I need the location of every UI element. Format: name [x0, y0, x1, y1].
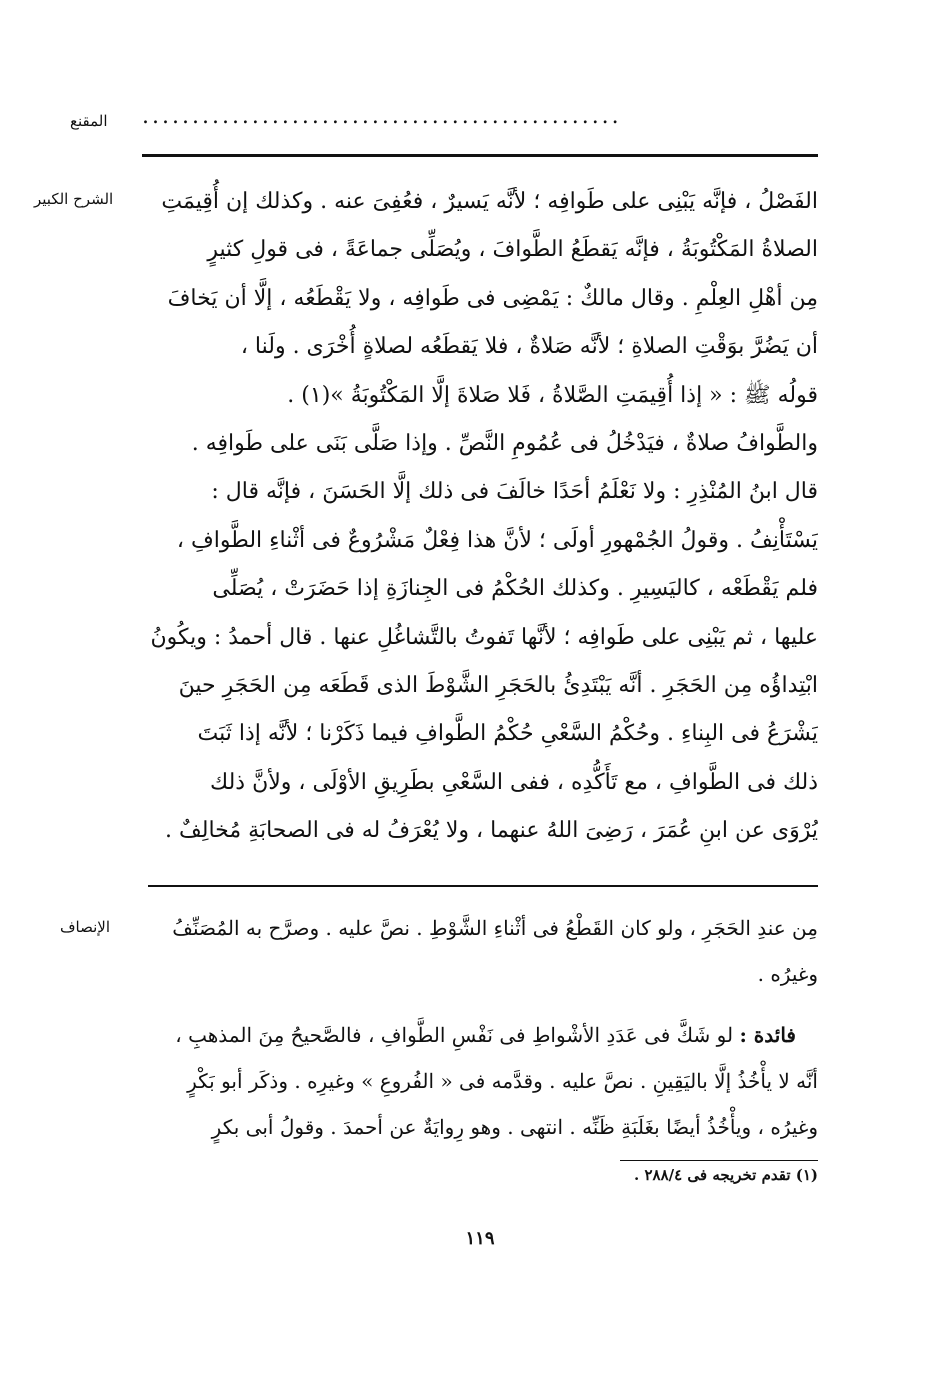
- insaf-line: وغيرُه .: [757, 962, 818, 986]
- footnote-rule: [620, 1160, 818, 1161]
- sharh-line: قولُه ﷺ : « إذا أُقِيمَتِ الصَّلاةُ ، فَلا صَلاةَ إلَّا المَكْتُوبَةُ »(١) .: [287, 382, 818, 408]
- footnote: (١) تقدم تخريجه فى ٢٨٨/٤ .: [634, 1166, 818, 1184]
- sharh-line: قال ابنُ المُنْذِرِ : ولا نَعْلَمُ أحَدًا خالَفَ فى ذلك إلَّا الحَسَنَ ، فإنَّه قال :: [211, 479, 818, 505]
- sharh-line: الفَصْلُ ، فإنَّه يَبْنِى على طَوافِه ؛ لأنَّه يَسيرٌ ، فعُفِىَ عنه . وكذلك إن أُقِيمَتِ: [161, 189, 818, 214]
- faida-line: أنَّه لا يأْخُذُ إلَّا باليَقِينِ . نصَّ عليه . وقدَّمه فى « الفُروعِ » وغيرِه . وذكَر أبو بَكْرٍ: [187, 1069, 818, 1093]
- sharh-line: يَسْتَأْنِفُ . وقولُ الجُمْهورِ أولَى ؛ لأنَّ هذا فِعْلٌ مَشْرُوعٌ فى أثْناءِ الطَّوافِ ،: [176, 527, 818, 553]
- margin-label-insaf: الإنصاف: [60, 918, 111, 936]
- sharh-line: يَشْرَعُ فى البِناءِ . وحُكْمُ السَّعْىِ حُكْمُ الطَّوافِ فيما ذَكَرْنا ؛ لأنَّه إذا ثَبَتَ: [197, 721, 818, 747]
- book-title: المقنع: [70, 112, 108, 130]
- sharh-line: أن يَضُرَّ بوَقْتِ الصلاةِ ؛ لأنَّه صَلاةٌ ، فلا يَقطَعُه لصلاةٍ أُخْرَى . ولَنا ،: [240, 334, 818, 360]
- margin-label-sharh: الشرح الكبير: [34, 190, 114, 208]
- sharh-line: فلم يَقْطَعْه ، كاليَسِيرِ . وكذلك الحُكْمُ فى الجِنازَةِ إذا حَضَرَتْ ، يُصَلِّى: [212, 576, 818, 602]
- sharh-text-block: [142, 178, 818, 855]
- header-dotted-leader: ................................................: [142, 104, 622, 129]
- insaf-line: مِن عندِ الحَجَرِ ، ولو كان القَطْعُ فى أثْناءِ الشَّوْطِ . نصَّ عليه . وصرَّح به المُصَنِّفُ: [172, 916, 818, 940]
- sharh-line: ذلك فى الطَّوافِ ، مع تَأَكُّدِه ، ففى السَّعْىِ بطَرِيقِ الأوْلَى ، ولأنَّ ذلك: [210, 769, 818, 795]
- section-divider: [148, 885, 818, 887]
- page-number: ١١٩: [465, 1228, 495, 1249]
- faida-line: وغيرُه ، ويأْخُذُ أيضًا بغَلَبَةِ ظَنِّه . انتهى . وهو رِوايَةٌ عن أحمدَ . وقولُ أبى بكرٍ: [211, 1115, 818, 1139]
- sharh-line: والطَّوافُ صلاةٌ ، فيَدْخُلُ فى عُمُومِ النَّصِّ . وإذا صَلَّى بَنَى على طَوافِه .: [191, 430, 818, 456]
- faida-text-block: [142, 1012, 818, 1150]
- insaf-text-block: [142, 905, 818, 997]
- sharh-line: عليها ، ثم يَبْنِى على طَوافِه ؛ لأنَّها تَفوتُ بالتَّشاغُلِ عنها . قال أحمدُ : ويكُونُ: [150, 624, 818, 650]
- faida-first-line-text: لو شَكَّ فى عَدَدِ الأشْواطِ فى نَفْسِ الطَّوافِ ، فالصَّحيحُ مِنَ المذهبِ ،: [175, 1023, 734, 1047]
- header-rule: [142, 154, 818, 157]
- sharh-line: يُرْوَى عن ابنِ عُمَرَ ، رَضِىَ اللهُ عنهما ، ولا يُعْرَفُ له فى الصحابَةِ مُخالِفٌ .: [165, 818, 818, 844]
- sharh-line: الصلاةُ المَكْتُوبَةُ ، فإنَّه يَقطَعُ الطَّوافَ ، ويُصَلِّى جماعَةً ، فى قولِ كثيرٍ: [207, 237, 818, 263]
- faida-first-line: [142, 1012, 818, 1058]
- faida-label: فائدة :: [739, 1023, 796, 1047]
- sharh-line: ابْتِداؤُه مِن الحَجَرِ . أنَّه يَبْتَدِئُ بالحَجَرِ الشَّوْطَ الذى قَطَعَه مِن الحَجَرِ حينَ: [178, 672, 818, 698]
- sharh-line: مِن أهْلِ العِلْمِ . وقال مالكٌ : يَمْضِى فى طَوافِه ، ولا يَقْطَعُه ، إلَّا أن يَخافَ: [167, 285, 818, 311]
